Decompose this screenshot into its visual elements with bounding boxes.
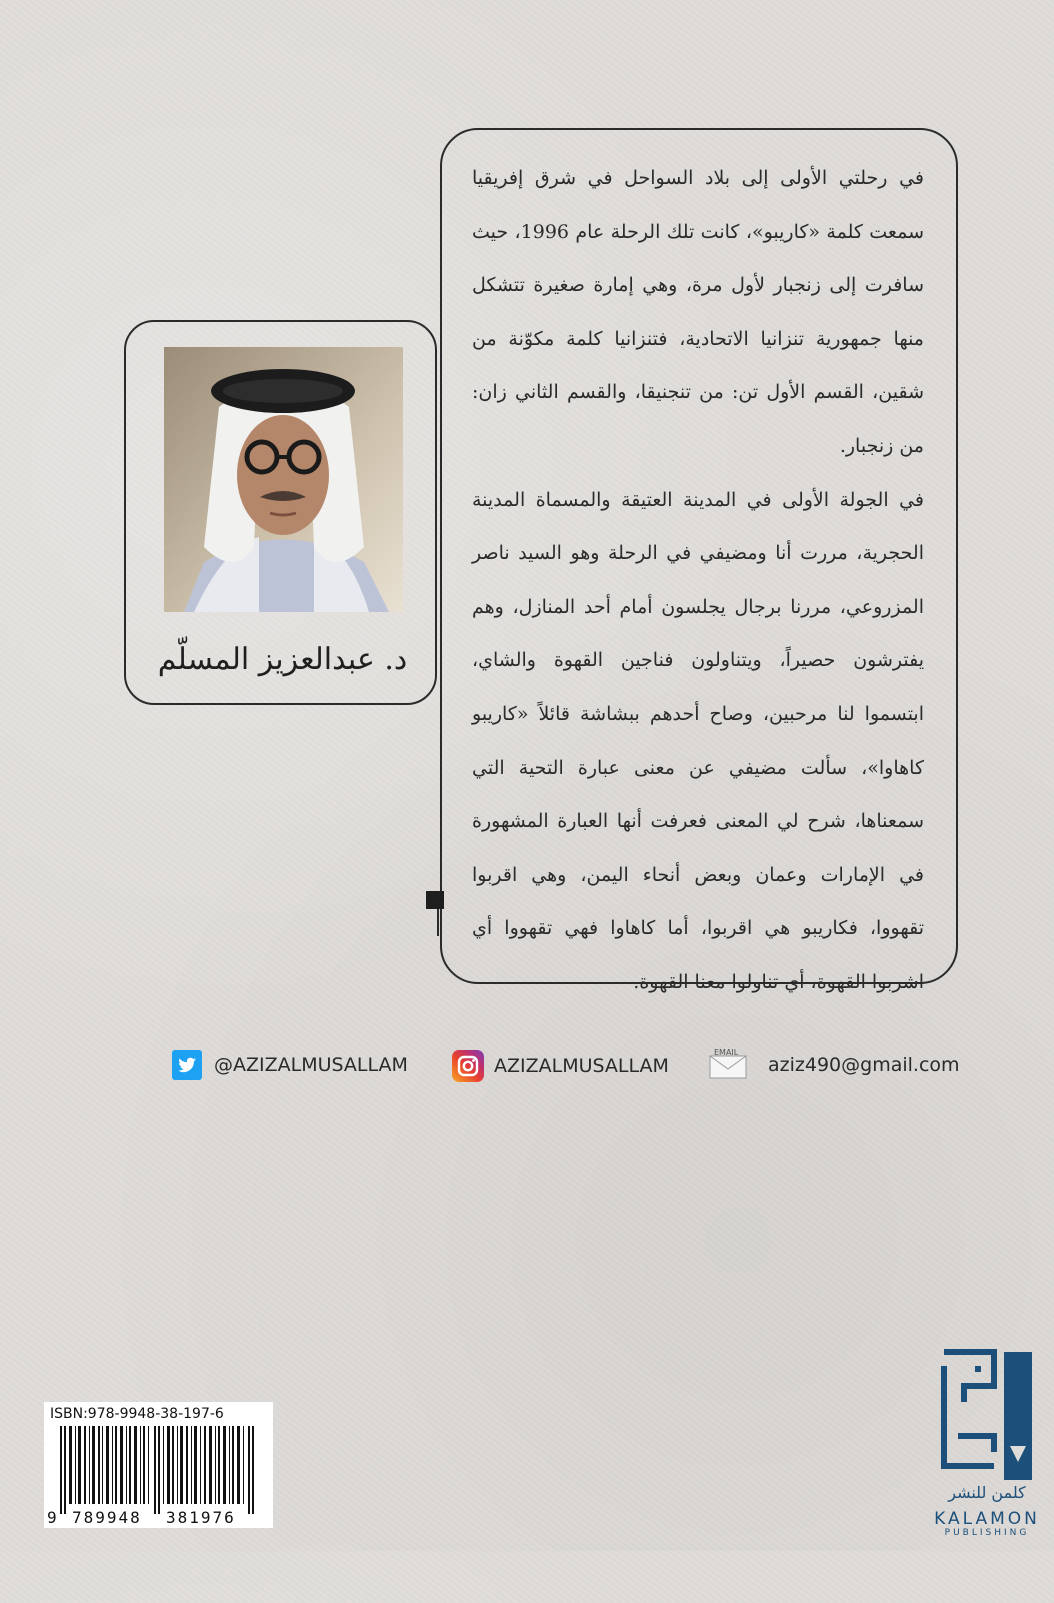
email-tag: EMAIL <box>714 1048 739 1057</box>
barcode-digits-left: 789948 <box>72 1508 142 1527</box>
email-icon <box>708 1050 748 1080</box>
publisher-subtitle: PUBLISHING <box>944 1528 1030 1538</box>
frame-connector-line <box>437 906 439 936</box>
email-address[interactable]: aziz490@gmail.com <box>768 1054 960 1076</box>
barcode-digits <box>44 1508 273 1603</box>
isbn-label: ISBN:978-9948-38-197-6 <box>50 1406 224 1422</box>
author-photo <box>164 347 403 612</box>
frame-connector-square <box>426 891 444 909</box>
twitter-handle[interactable]: @AZIZALMUSALLAM <box>214 1054 408 1076</box>
twitter-icon <box>172 1050 202 1080</box>
publisher-logo-mark <box>938 1346 1038 1486</box>
blurb-text <box>472 152 924 1010</box>
publisher-name-en: KALAMON <box>934 1509 1040 1529</box>
twitter-contact[interactable] <box>172 1050 408 1080</box>
instagram-icon <box>452 1050 484 1082</box>
barcode-digits-right: 381976 <box>166 1508 236 1527</box>
barcode <box>44 1402 273 1528</box>
author-name: د. عبدالعزيز المسلّم <box>157 642 408 677</box>
barcode-digit-first: 9 <box>47 1508 57 1527</box>
author-portrait-illustration <box>164 347 403 612</box>
instagram-handle[interactable]: AZIZALMUSALLAM <box>494 1055 669 1077</box>
publisher-name-ar: كلمن للنشر <box>948 1483 1026 1502</box>
instagram-contact[interactable] <box>452 1050 669 1082</box>
email-contact[interactable] <box>708 1050 960 1080</box>
blurb-paragraph-2: في الجولة الأولى في المدينة العتيقة والمسماة المدينة الحجرية، مررت أنا ومضيفي في الرحلة وهو السيد ناصر المزروعي، مررنا برجال يجلسون أمام أحد المنازل، وهم يفترشون حصيراً، ويتناولون فناجين القهوة والشاي، ابتسموا لنا مرحبين، وصاح أحدهم ببشاشة قائلاً «كاريبو كاهاوا»، سألت مضيفي عن معنى عبارة التحية التي سمعناها، شرح لي المعنى فعرفت أنها العبارة المشهورة في الإمارات وعمان وبعض أنحاء اليمن، وهي اقربوا تقهووا، فكاريبو هي اقربوا، أما كاهاوا فهي تقهووا أي اشربوا القهوة، أي تناولوا معنا القهوة. <box>472 488 924 993</box>
blurb-paragraph-1: في رحلتي الأولى إلى بلاد السواحل في شرق إفريقيا سمعت كلمة «كاريبو»، كانت تلك الرحلة عام 1996، حيث سافرت إلى زنجبار لأول مرة، وهي إمارة صغيرة تتشكل منها جمهورية تنزانيا الاتحادية، فتنزانيا كلمة مكوّنة من شقين، القسم الأول تن: من تنجنيقا، والقسم الثاني زان: من زنجبار. <box>472 167 924 457</box>
